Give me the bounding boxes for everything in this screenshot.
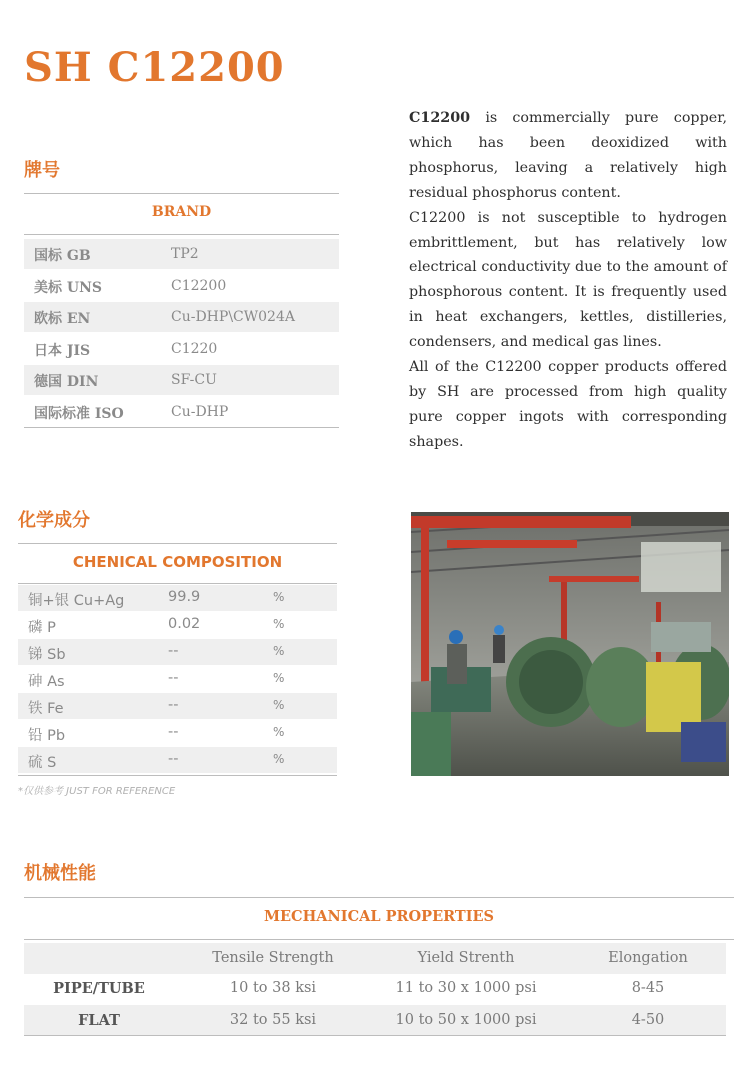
tensile-value: 32 to 55 ksi: [229, 1012, 317, 1028]
element-value: 99.9: [168, 589, 201, 605]
composition-heading-zh: 化学成分: [18, 510, 90, 531]
element-value: 0.02: [168, 616, 201, 632]
brand-value: Cu-DHP: [171, 404, 229, 420]
brand-label-zh: 德国: [34, 374, 62, 390]
mechanical-row: [24, 1005, 726, 1036]
reference-note: *仅供参考 JUST FOR REFERENCE: [18, 786, 176, 797]
element-name: 磷 P: [28, 620, 56, 636]
mechanical-heading-en: MECHANICAL PROPERTIES: [263, 908, 495, 925]
element-name: 硫 S: [28, 755, 57, 771]
composition-row: [18, 693, 337, 719]
description-text: is commercially pure copper, which has been deoxidized with phosphorus, leaving a relatively high residual phosphorus content.: [409, 110, 727, 201]
yield-value: 11 to 30 x 1000 psi: [395, 980, 537, 996]
element-name: 铅 Pb: [28, 728, 66, 744]
element-unit: %: [273, 617, 285, 631]
divider: [18, 775, 337, 776]
element-name: 铁 Fe: [28, 701, 64, 717]
divider: [24, 427, 339, 428]
column-header: Elongation: [608, 950, 688, 966]
element-name: 铜+银 Cu+Ag: [28, 593, 125, 609]
element-unit: %: [273, 752, 285, 766]
divider: [24, 1035, 726, 1036]
column-header: Yield Strenth: [417, 950, 515, 966]
column-header: Tensile Strength: [212, 950, 334, 966]
mechanical-heading-zh: 机械性能: [24, 863, 96, 884]
elongation-value: 4-50: [631, 1012, 665, 1028]
divider: [24, 897, 734, 898]
brand-value: Cu-DHP\CW024A: [171, 309, 295, 325]
product-description: [409, 106, 727, 455]
element-value: --: [168, 670, 179, 686]
element-name: 锑 Sb: [28, 647, 66, 663]
brand-heading-zh: 牌号: [24, 160, 60, 181]
brand-heading-en: BRAND: [151, 204, 212, 220]
brand-row: [24, 239, 339, 269]
brand-label-code: UNS: [66, 280, 102, 296]
factory-photo-illustration: [411, 512, 729, 776]
description-paragraph: All of the C12200 copper products offered by SH are processed from high quality pure copper ingots with corresponding shapes.: [409, 359, 727, 450]
brand-label-code: ISO: [94, 406, 124, 422]
brand-label-code: EN: [66, 311, 91, 327]
brand-row: [24, 302, 339, 332]
composition-row: [18, 612, 337, 638]
description-grade: C12200: [409, 110, 471, 126]
composition-row: [18, 747, 337, 773]
divider: [24, 939, 734, 940]
brand-label-code: JIS: [66, 343, 91, 359]
composition-row: [18, 585, 337, 611]
elongation-value: 8-45: [631, 980, 665, 996]
brand-label-zh: 日本: [34, 343, 62, 359]
divider: [18, 543, 337, 544]
brand-value: C1220: [171, 341, 218, 357]
brand-label-zh: 欧标: [34, 311, 62, 327]
brand-label-code: GB: [66, 248, 91, 264]
mechanical-header-row: [24, 943, 726, 974]
brand-label-zh: 美标: [34, 280, 62, 296]
yield-value: 10 to 50 x 1000 psi: [395, 1012, 537, 1028]
element-value: --: [168, 697, 179, 713]
brand-row: [24, 334, 339, 364]
brand-value: TP2: [171, 246, 199, 262]
divider: [24, 234, 339, 235]
factory-photo: [411, 512, 729, 776]
composition-row: [18, 720, 337, 746]
brand-label-code: DIN: [66, 374, 99, 390]
element-value: --: [168, 643, 179, 659]
brand-row: [24, 365, 339, 395]
description-paragraph: [409, 106, 727, 206]
divider: [18, 583, 337, 584]
element-unit: %: [273, 725, 285, 739]
tensile-value: 10 to 38 ksi: [229, 980, 317, 996]
brand-row: [24, 397, 339, 427]
element-unit: %: [273, 590, 285, 604]
brand-label-zh: 国际标准: [34, 406, 90, 422]
element-unit: %: [273, 698, 285, 712]
element-unit: %: [273, 644, 285, 658]
product-form: FLAT: [78, 1012, 120, 1029]
composition-row: [18, 639, 337, 665]
composition-heading-en: CHENICAL COMPOSITION: [72, 553, 283, 571]
element-name: 砷 As: [28, 674, 65, 690]
page-title: SH C12200: [24, 44, 285, 91]
composition-row: [18, 666, 337, 692]
divider: [24, 193, 339, 194]
brand-label-zh: 国标: [34, 248, 62, 264]
brand-value: C12200: [171, 278, 227, 294]
brand-value: SF-CU: [171, 372, 217, 388]
mechanical-row: [24, 973, 726, 1004]
element-value: --: [168, 751, 179, 767]
description-paragraph: C12200 is not susceptible to hydrogen embrittlement, but has relatively low electrical conductivity due to the amount of phosphorous content. It is frequently used in heat exchangers, kettles, distilleries, condensers, and medical gas lines.: [409, 209, 727, 351]
element-value: --: [168, 724, 179, 740]
product-form: PIPE/TUBE: [53, 980, 145, 997]
brand-row: [24, 271, 339, 301]
element-unit: %: [273, 671, 285, 685]
